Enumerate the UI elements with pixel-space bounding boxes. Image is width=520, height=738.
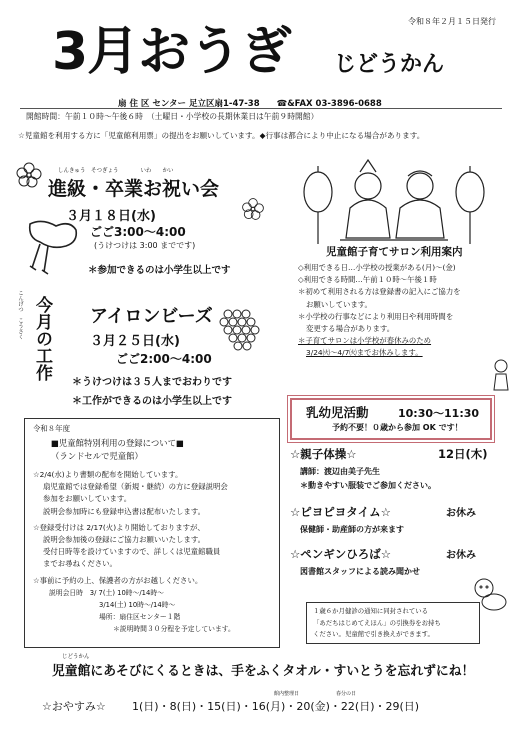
infant-program-1 xyxy=(290,504,500,535)
flower-icon xyxy=(240,196,266,222)
event1-ruby: しんきゅう そつぎょう いわ かい xyxy=(58,168,174,174)
header-divider xyxy=(20,108,502,109)
checkup-line: ください。児童館で引き換えができます。 xyxy=(313,630,434,638)
diploma-icon xyxy=(22,216,82,278)
holiday-tag: 春分の日 xyxy=(336,691,357,697)
salon-line: ＊子育てサロンは小学校が春休みのため xyxy=(298,336,432,346)
registration-line: 参加をお願いしています。 xyxy=(43,494,132,504)
registration-heading: ■児童館特別利用の登録について■ xyxy=(51,438,184,448)
infant-program-0 xyxy=(290,446,500,491)
salon-title: 児童館子育てサロン利用案内 xyxy=(326,246,463,258)
footer-message: 児童館にあそびにくるときは、手をふくタオル・すいとうを忘れずにね！ xyxy=(52,664,475,679)
infant-time: 10:30～11:30 xyxy=(398,407,480,420)
salon-line: 変更する場合があります。 xyxy=(306,324,395,334)
page-title: 3月おうぎ xyxy=(52,22,292,82)
salon-line: 3/24㈫～4/7㈫までお休みします。 xyxy=(306,348,423,358)
holiday-dates: 1(日)・8(日)・15(日)・16(月)・20(金)・22(日)・29(日) xyxy=(132,700,420,713)
program-detail: 講師：渡辺由美子先生 xyxy=(300,467,380,476)
program-date: 12日(木) xyxy=(438,447,488,461)
registration-line: ☆登録受付けは 2/17(火)より開始しておりますが、 xyxy=(33,522,205,532)
checkup-note-box xyxy=(306,602,480,644)
salon-line: ◇利用できる日…小学校の授業がある(月)～(金) xyxy=(298,263,456,272)
program-date: お休み xyxy=(446,550,476,561)
event2-time: ごご2:00～4:00 xyxy=(116,352,212,366)
issue-date: 令和８年２月１５日発行 xyxy=(408,17,496,26)
program-name: ☆ピヨピヨタイム☆ xyxy=(290,505,391,519)
salon-body xyxy=(298,262,512,360)
checkup-line: 「あだちはじめてえほん」の引換券をお持ち xyxy=(313,618,441,627)
program-date: お休み xyxy=(446,508,476,519)
event1-time: ごご3:00～4:00 xyxy=(90,225,186,239)
salon-line: お願いしています。 xyxy=(306,299,372,309)
program-name: ☆ペンギンひろば☆ xyxy=(290,547,392,561)
monthly-craft-label xyxy=(14,290,62,390)
monthly-label: 今月の工作 xyxy=(32,296,52,381)
beads-icon xyxy=(218,306,264,356)
event2-date: ３月２５日(水) xyxy=(90,334,180,349)
program-detail: 保健師・助産師の方が来ます xyxy=(300,525,404,534)
salon-line: ＊初めて利用される方は登録書の記入にご協力を xyxy=(298,287,461,297)
registration-line: 場所：扇住区センター１階 xyxy=(99,613,181,622)
infant-note: 予約不要！０歳から参加 OK です！ xyxy=(332,423,463,432)
footer-ruby: じどうかん xyxy=(62,654,90,660)
infant-title: 乳幼児活動 xyxy=(306,405,369,420)
holiday-tag: 館内整理日 xyxy=(274,691,300,697)
registration-line: ☆事前に予約の上、保護者の方がお越しください。 xyxy=(33,575,203,585)
registration-line: 受付日時等を設けていますので、詳しくは児童館職員 xyxy=(43,547,221,557)
infant-activity-box xyxy=(290,398,492,440)
event1-date: ３月１８日(水) xyxy=(66,209,156,224)
event2-target: ＊工作ができるのは小学生以上です xyxy=(72,396,232,407)
registration-line: 扇児童館では登録希望（新規・継続）の方に登録説明会 xyxy=(43,482,228,492)
registration-line: ☆2/4(水)より書類の配布を開始しています。 xyxy=(33,470,183,479)
program-name: ☆親子体操☆ xyxy=(290,447,357,461)
monthly-ruby: こんげつ こうさく xyxy=(17,290,23,340)
address-line: 扇 住 区 センター 足立区扇1-47-38 ☎&FAX 03-3896-0688 xyxy=(118,99,382,109)
registration-line: 3/14(土) 10時～/14時～ xyxy=(99,601,176,610)
infant-program-2 xyxy=(290,546,500,577)
holiday-label: ☆おやすみ☆ xyxy=(42,700,106,713)
page-subtitle: じどうかん xyxy=(334,52,445,77)
registration-line: ＊説明時間３０分程を予定しています。 xyxy=(113,625,235,634)
hina-dolls-illustration xyxy=(296,152,492,252)
registration-year: 令和８年度 xyxy=(33,424,70,433)
flower-icon xyxy=(14,160,44,190)
program-detail: 図書館スタッフによる読み聞かせ xyxy=(300,567,420,576)
notice-line: ☆児童館を利用する方に「児童館利用票」の提出をお願いしています。◆行事は都合により中止になる場合があります。 xyxy=(18,131,425,140)
event1-reception: (うけつけは 3:00 までです) xyxy=(94,241,196,250)
registration-body xyxy=(33,469,273,636)
registration-subheading: （ランドセルで児童館） xyxy=(51,451,143,461)
checkup-line: １歳６か月健診の通知に同封されている xyxy=(313,607,429,615)
salon-line: ◇利用できる時間…午前１０時～午後１時 xyxy=(298,275,437,285)
registration-line: までお尋ねください。 xyxy=(43,559,117,569)
registration-box xyxy=(24,418,280,648)
program-detail: ＊動きやすい服装でご参加ください。 xyxy=(300,481,436,490)
event2-title: アイロンビーズ xyxy=(90,306,213,327)
registration-line: 説明会参加時にも登録申込書は配布いたします。 xyxy=(43,506,206,516)
event1-target: ＊参加できるのは小学生以上です xyxy=(88,265,231,276)
child-icon xyxy=(490,358,512,392)
event2-reception: ＊うけつけは３５人までおわりです xyxy=(72,377,232,388)
registration-line: 説明会日時 3/ 7(土) 10時～/14時～ xyxy=(49,588,164,597)
registration-line: 説明会参加後の登録にご協力お願いいたします。 xyxy=(43,535,206,545)
event1-title: 進級・卒業お祝い会 xyxy=(48,178,220,200)
salon-line: ＊小学校の行事などにより利用日や利用時間を xyxy=(298,311,454,321)
hours-line: 開館時間：午前１０時～午後６時 （土曜日・小学校の長期休業日は午前９時開館） xyxy=(26,112,319,121)
